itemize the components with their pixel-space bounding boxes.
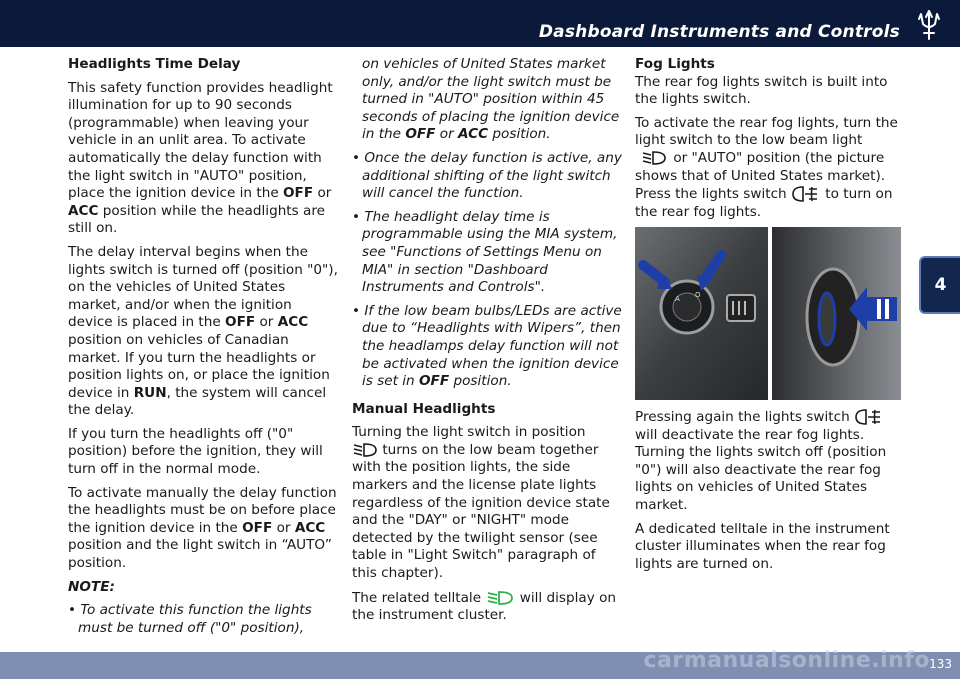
note-bullet: • If the low beam bulbs/LEDs are active due to “Headlights with Wipers”, then the headlamps delay function will not be activated when the ignition device is set in OFF position. [352,302,622,390]
light-switch-photo [635,227,901,400]
column-3-bottom [635,408,903,579]
page-number: 133 [929,657,952,671]
note-bullet: • To activate this function the lights must be turned off ("0" position), [68,602,312,636]
paragraph: To activate the rear fog lights, turn the light switch to the low beam light or "AUTO" position (the picture shows that of United States market). Press the lights switch to turn on the rear fog lights. [635,114,898,220]
paragraph: This safety function provides headlight illumination for up to 90 seconds (programmable) when leaving your vehicle in an unlit area. To activate automatically the delay function with the light switch in "AUTO" position, place the ignition device in the OFF or ACC position while the headlights are still on. [68,79,333,237]
heading-fog-lights: Fog Lights [635,56,715,72]
paragraph: The delay interval begins when the lights switch is turned off (position "0"), on the vehicles of United States market, and/or when the ignition device is placed in the OFF or ACC position on vehicles of Canadian market. If you turn the headlights or position lights on, or place the ignition device in RUN, the system will cancel the delay. [68,243,338,419]
paragraph: If you turn the headlights off ("0" position) before the ignition, they will turn off in the normal mode. [68,425,323,478]
column-2 [352,56,624,631]
section-title: Dashboard Instruments and Controls [538,22,900,42]
low-beam-icon [639,150,669,166]
watermark: carmanualsonline.info [643,648,930,673]
note-bullet-continued: on vehicles of United States market only, and/or the light switch must be turned in "AUTO" position within 45 seconds of placing the ignition device in the OFF or ACC position. [362,56,620,143]
svg-text:A: A [675,295,680,303]
column-1 [68,56,340,643]
heading-headlights-time-delay: Headlights Time Delay [68,56,241,72]
paragraph: Turning the light switch in position turns on the low beam together with the position lights, the side markers and the license plate lights regardless of the ignition device state and the "DAY" or "NIGHT" mode detected by the twilight sensor (see table in "Light Switch" paragraph of this chapter). [352,424,610,582]
light-switch-illustration [635,227,901,400]
paragraph: To activate manually the delay function the headlights must be on before place the ignition device in the OFF or ACC position and the light switch in “AUTO” position. [68,484,337,572]
column-3 [635,56,903,227]
low-beam-icon [352,442,378,458]
note-bullet: • Once the delay function is active, any additional shifting of the light switch will cancel the function. [352,149,622,202]
rear-fog-icon [791,185,821,203]
note-label: NOTE: [68,578,115,595]
maserati-trident-icon [912,8,946,42]
paragraph: A dedicated telltale in the instrument cluster illuminates when the rear fog lights are turned on. [635,520,890,572]
page-header [0,0,960,47]
paragraph: The related telltale will display on the instrument cluster. [352,589,617,624]
paragraph: Pressing again the lights switch will deactivate the rear fog lights. Turning the lights switch off (position "0") will also deactivate the rear fog lights on vehicles of United States market. [635,409,887,513]
svg-text:O: O [695,291,701,299]
rear-fog-icon [854,408,884,426]
chapter-tab[interactable]: 4 [919,256,960,314]
note-bullet: • The headlight delay time is programmable using the MIA system, see "Functions of Settings Menu on MIA" in section "Dashboard Instruments and Controls". [352,208,618,296]
low-beam-telltale-icon [485,589,515,607]
heading-manual-headlights: Manual Headlights [352,400,496,417]
paragraph: The rear fog lights switch is built into the lights switch. [635,73,888,108]
